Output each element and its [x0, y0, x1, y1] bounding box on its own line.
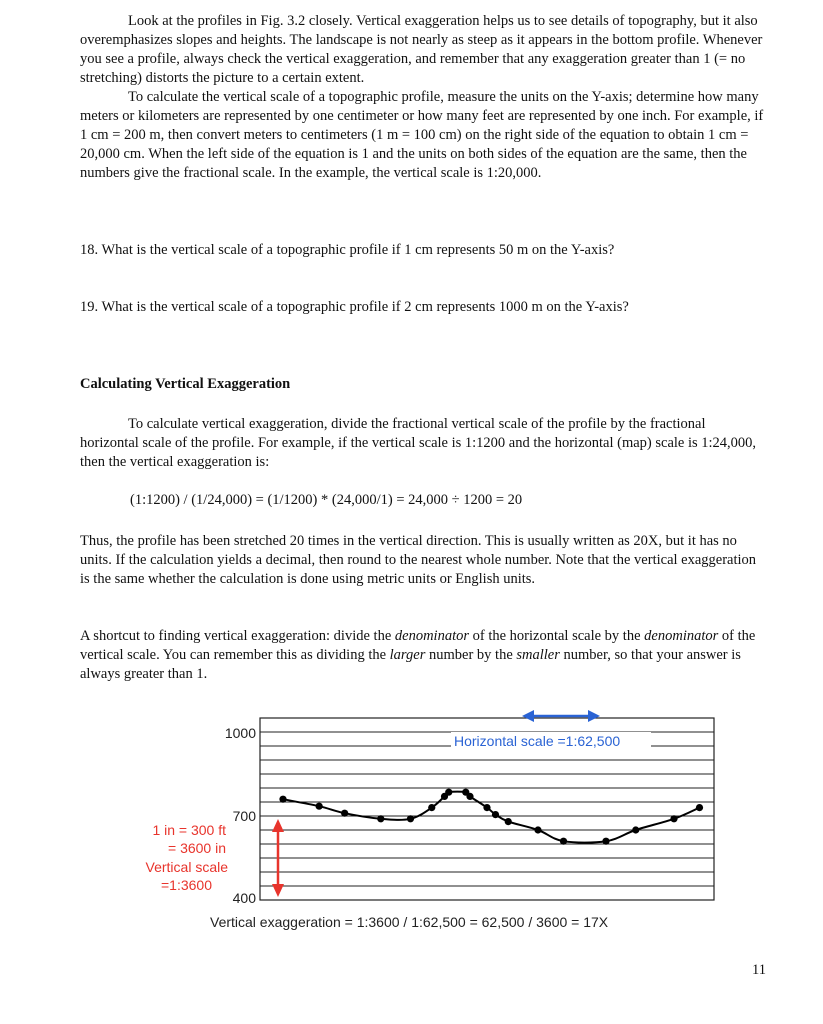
y-label-400: 400 [232, 890, 256, 906]
intro-paragraph-1: Look at the profiles in Fig. 3.2 closely. Vertical exaggeration helps us to see details of topography, but it also overemphasizes slopes and heights. The landscape is not nearly as steep as it appears in the bottom profile. Whenever you see a profile, always check the vertical exaggeration, and remember that any exaggeration greater than 1 (= no stretching) distorts the picture to a certain extent. [80, 13, 763, 86]
profile-point [560, 838, 567, 845]
profile-point [670, 815, 677, 822]
profile-point [505, 818, 512, 825]
profile-point [445, 789, 452, 796]
profile-point [279, 796, 286, 803]
profile-point [377, 815, 384, 822]
profile-point [341, 810, 348, 817]
shortcut-em-2: denominator [644, 628, 719, 644]
shortcut-text-e: number, so that your answer is always greater than 1. [80, 647, 741, 682]
vertical-exaggeration-figure [118, 702, 738, 942]
section-paragraph-2: Thus, the profile has been stretched 20 times in the vertical direction. This is usually written as 20X, but it has no units. If the calculation yields a decimal, then round to the nearest whole number. Note that the vertical exaggeration is the same whether the calculation is done using metric units or English units. [80, 533, 757, 587]
profile-line [283, 792, 700, 843]
section-paragraph-1: To calculate vertical exaggeration, divide the fractional vertical scale of the profile by the fractional horizontal scale of the profile. For example, if the vertical scale is 1:1200 and the horizontal (map) scale is 1:24,000, then the vertical exaggeration is: [80, 416, 757, 470]
section-heading: Calculating Vertical Exaggeration [80, 376, 291, 392]
example-formula: (1:1200) / (1/24,000) = (1/1200) * (24,000/1) = 24,000 ÷ 1200 = 20 [130, 492, 523, 508]
profile-point [492, 811, 499, 818]
page-number: 11 [752, 962, 766, 978]
profile-point [602, 838, 609, 845]
shortcut-text-d: number by the [425, 647, 517, 663]
intro-text [80, 12, 766, 183]
figure-caption: Vertical exaggeration = 1:3600 / 1:62,500 = 62,500 / 3600 = 17X [210, 914, 609, 930]
question-19: 19. What is the vertical scale of a topographic profile if 2 cm represents 1000 m on the Y-axis? [80, 299, 629, 315]
vertical-scale-line-1: 1 in = 300 ft [152, 822, 226, 838]
vertical-scale-line-2: = 3600 in [168, 840, 226, 856]
profile-curve [283, 792, 700, 843]
vertical-scale-line-3: Vertical scale [145, 859, 228, 875]
y-label-700: 700 [232, 808, 256, 824]
question-18: 18. What is the vertical scale of a topographic profile if 1 cm represents 50 m on the Y-axis? [80, 242, 615, 258]
shortcut-em-1: denominator [394, 628, 469, 644]
section-paragraph-3 [80, 627, 766, 684]
profile-point [534, 826, 541, 833]
profile-point [316, 803, 323, 810]
profile-points [279, 789, 703, 845]
shortcut-em-4: smaller [516, 647, 560, 663]
y-label-1000: 1000 [224, 725, 256, 741]
intro-paragraph-2: To calculate the vertical scale of a topographic profile, measure the units on the Y-axis; determine how many meters or kilometers are represented by one centimeter or how many feet are represented by one inch. For example, if 1 cm = 200 m, then convert meters to centimeters (1 m = 100 cm) on the right side of the equation to obtain 1 cm = 20,000 cm. When the left side of the equation is 1 and the units on both sides of the equation are the same, then the numbers give the fractional scale. In the example, the vertical scale is 1:20,000. [80, 89, 764, 181]
profile-point [428, 804, 435, 811]
shortcut-em-3: larger [389, 647, 426, 663]
profile-point [407, 815, 414, 822]
profile-point [632, 826, 639, 833]
vertical-scale-line-4: =1:3600 [161, 877, 212, 893]
profile-point [483, 804, 490, 811]
shortcut-text-c: of the vertical scale. You can remember this as dividing the [80, 628, 756, 663]
horizontal-scale-label: Horizontal scale =1:62,500 [454, 733, 621, 749]
horizontal-arrow [522, 710, 600, 722]
profile-point [466, 793, 473, 800]
shortcut-text-a: A shortcut to finding vertical exaggeration: divide the [80, 628, 395, 644]
shortcut-text-b: of the horizontal scale by the [469, 628, 645, 644]
profile-point [696, 804, 703, 811]
